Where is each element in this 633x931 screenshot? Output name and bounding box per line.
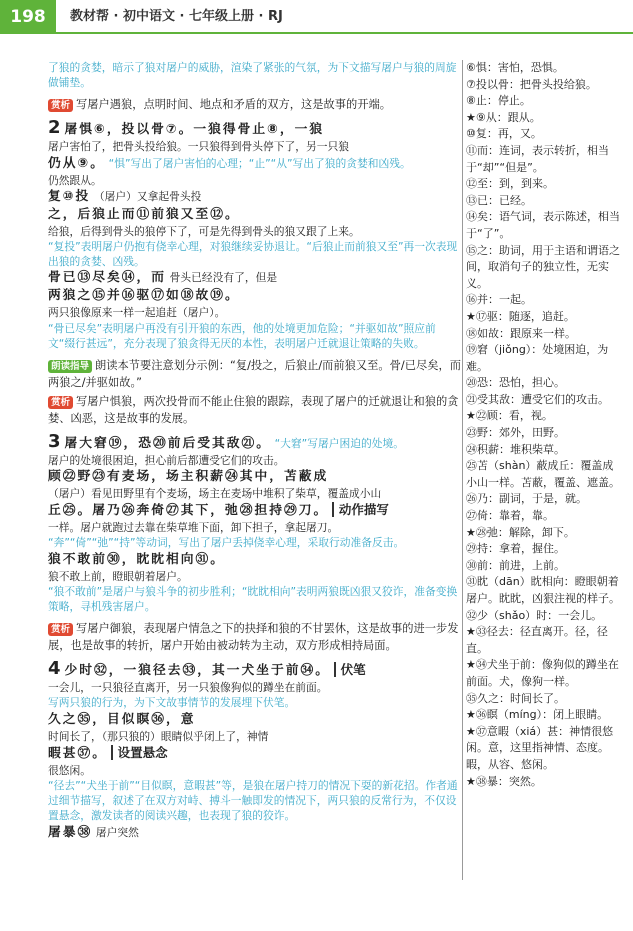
margin-note: “大窘”写屠户困迫的处境。: [274, 436, 404, 450]
glossary-item: ㉗倚：靠着，靠。: [466, 509, 554, 523]
glossary-item: ㉓野：郊外，田野。: [466, 426, 565, 440]
glossary-item: ㉔积薪：堆积柴草。: [466, 442, 565, 456]
margin-note: “惧”写出了屠户害怕的心理；“止”“从”写出了狼的贪婪和凶残。: [108, 156, 411, 170]
analysis-3: [48, 620, 462, 654]
page-header: [0, 0, 633, 34]
glossary-item: ⑭矣：语气词，表示陈述，相当于“了”。: [466, 210, 620, 240]
original-line: 少时㉜，一狼径去㉝，其一犬坐于前㉞。: [64, 663, 331, 679]
glossary-item: ⑳恐：恐怕，担心。: [466, 376, 565, 390]
glossary-item: ⑫至：到，到来。: [466, 177, 554, 191]
original-line: 狼不敢前㉚，眈眈相向㉛。: [48, 551, 225, 567]
translation-line: 两只狼像原来一样一起追赶（屠户）。: [48, 306, 226, 320]
glossary-item: ★㊲意暇（xiá）甚：神情很悠闲。意，这里指神情、态度。暇，从容、悠闲。: [466, 724, 614, 771]
original-line: 久之㉟，目似瞑㊱，意: [48, 711, 196, 727]
glossary-item: ★㉘弛：解除，卸下。: [466, 525, 575, 539]
translation-line: 给狼，后得到骨头的狼停下了，可是先得到骨头的狼又跟了上来。: [48, 224, 360, 238]
note-label: 动作描写: [332, 502, 389, 517]
original-line: 屠大窘⑲，恐⑳前后受其敌㉑。: [64, 435, 272, 451]
book-title: 教材帮 · 初中语文 · 七年级上册 · RJ: [70, 9, 283, 24]
paragraph-number: 3: [48, 430, 61, 452]
glossary-column: [466, 60, 624, 790]
reading-text: 朗读本节要注意划分示例：“复/投之，后狼止/而前狼又至。骨/已尽矣，而两狼之/并驱如故。”: [48, 358, 461, 389]
glossary-item: ★⑰驱：随逐，追赶。: [466, 309, 575, 323]
translation-line: 很悠闲。: [48, 763, 92, 777]
analysis-text: 写屠户御狼，表现屠户情急之下的抉择和狼的不甘罢休，这是故事的进一步发展，也是故事的转折，屠户开始由被动转为主动，双方形成相持局面。: [48, 622, 459, 653]
paragraph-number: 4: [48, 658, 61, 680]
original-line: 两狼之⑮并⑯驱⑰如⑱故⑲。: [48, 288, 240, 304]
glossary-item: ★⑨从：跟从。: [466, 110, 541, 124]
analysis-text: 写屠户遇狼，点明时间、地点和矛盾的双方，这是故事的开端。: [76, 98, 392, 112]
glossary-item: ㉕苫（shàn）蔽成丘：覆盖成小山一样。苫蔽，覆盖、遮盖。: [466, 459, 620, 489]
original-line: 仍从⑨。: [48, 155, 106, 171]
margin-note: “骨已尽矣”表明屠户再没有引开狼的东西，他的处境更加危险；“并驱如故”照应前文“缀行甚远”，充分表现了狼贪得无厌的本性，表明屠户迁就退让策略的失败。: [48, 321, 436, 350]
glossary-item: ㉖乃：副词，于是，就。: [466, 492, 587, 506]
page-number: 198: [0, 0, 56, 34]
margin-note: “复投”表明屠户仍抱有侥幸心理，对狼继续妥协退让。“后狼止而前狼又至”再一次表现出狼的贪婪、凶残。: [48, 239, 458, 269]
original-line: 顾㉒野㉓有麦场，场主积薪㉔其中，苫蔽成: [48, 469, 329, 485]
glossary-item: ⑥惧：害怕，恐惧。: [466, 61, 564, 74]
analysis-1: [48, 96, 462, 113]
glossary-item: ⑯并：一起。: [466, 293, 532, 307]
glossary-item: ⑩复：再，又。: [466, 127, 542, 141]
glossary-item: ★㉒顾：看，视。: [466, 409, 553, 423]
analysis-tag: 赏析: [48, 99, 73, 112]
translation-line: 狼不敢上前，瞪眼朝着屠户。: [48, 569, 188, 583]
glossary-item: ㉟久之：时间长了。: [466, 691, 565, 705]
glossary-item: ★㊳暴：突然。: [466, 774, 542, 788]
reading-guide: [48, 357, 462, 391]
paragraph-4: [48, 660, 462, 841]
translation-line: 一会儿，一只狼径直离开，另一只狼像狗似的蹲坐在前面。: [48, 681, 328, 695]
glossary-item: ★㉝径去：径直离开。径，径直。: [466, 625, 608, 655]
glossary-item: ★㊱瞑（míng）：闭上眼睛。: [466, 708, 609, 722]
analysis-text: 写屠户惧狼，两次投骨而不能止住狼的跟踪，表现了屠户的迁就退让和狼的贪婪、凶恶，这是故事的发展。: [48, 394, 459, 425]
glossary-item: ⑮之：助词，用于主语和谓语之间，取消句子的独立性，无实义。: [466, 243, 620, 290]
original-line: 之，后狼止而⑪前狼又至⑫。: [48, 206, 240, 222]
glossary-item: ★㉞犬坐于前：像狗似的蹲坐在前面。犬，像狗一样。: [466, 658, 619, 688]
margin-note: “径去”“犬坐于前”“目似瞑，意暇甚”等，是狼在屠户持刀的情况下耍的新花招。作者通过细节描写，叙述了在双方对峙、搏斗一触即发的情况下，两只狼的反常行为，不仅设置悬念，激发读者的阅读兴趣，也表现了狼的狡诈。: [48, 778, 458, 823]
original-line: 骨已⑬尽矣⑭，而: [48, 270, 166, 286]
paragraph-2: [48, 119, 462, 351]
translation-line: 时间长了，（那只狼的）眼睛似乎闭上了，神情: [48, 729, 269, 743]
translation-line: 屠户突然: [95, 825, 139, 839]
note-label: 设置悬念: [111, 745, 168, 760]
glossary-item: ⑦投以骨：把骨头投给狼。: [466, 77, 597, 91]
glossary-item: ㉜少（shǎo）时：一会儿。: [466, 608, 603, 622]
translation-line: 屠户害怕了，把骨头投给狼。一只狼得到骨头停下了，另一只狼: [48, 140, 350, 154]
paragraph-number: 2: [48, 117, 61, 139]
column-divider: [462, 60, 463, 880]
glossary-item: ㉛眈（dān）眈相向：瞪眼朝着屠户。眈眈，凶狠注视的样子。: [466, 575, 620, 605]
margin-note: “奔”“倚”“弛”“持”等动词，写出了屠户丢掉侥幸心理，采取行动准备反击。: [48, 536, 405, 550]
translation-line: 一样。屠户就跑过去靠在柴草堆下面，卸下担子，拿起屠刀。: [48, 521, 339, 535]
translation-line: 仍然跟从。: [48, 173, 102, 187]
header-rule: [56, 32, 633, 34]
translation-line: 屠户的处境很困迫，担心前后都遭受它们的攻击。: [48, 453, 285, 467]
glossary-item: ㉙持：拿着，握住。: [466, 542, 565, 556]
translation-line: （屠户）又拿起骨头投: [93, 189, 202, 203]
analysis-tag: 赏析: [48, 623, 73, 636]
note-label: 伏笔: [334, 662, 366, 677]
original-line: 复⑩投: [48, 188, 91, 204]
original-line: 屠暴㊳: [48, 824, 93, 840]
original-line: 暇甚㊲。: [48, 745, 107, 761]
translation-line: 骨头已经没有了，但是: [169, 271, 278, 285]
paragraph-3: [48, 430, 462, 614]
translation-line: （屠户）看见田野里有个麦场，场主在麦场中堆积了柴草，覆盖成小山: [48, 487, 382, 501]
analysis-tag: 赏析: [48, 396, 73, 409]
margin-note: 写两只狼的行为，为下文故事情节的发展埋下伏笔。: [48, 696, 296, 710]
margin-note: “狼不敢前”是屠户与狼斗争的初步胜利；“眈眈相向”表明两狼既凶狠又狡诈，准备变换策略，寻机残害屠户。: [48, 584, 458, 613]
glossary-item: ⑧止：停止。: [466, 94, 531, 108]
glossary-item: ⑲窘（jiǒng）：处境困迫，为难。: [466, 343, 609, 373]
reading-tag: 朗读指导: [48, 360, 92, 373]
analysis-2: [48, 393, 462, 427]
main-column: [48, 60, 462, 842]
glossary-item: ㉚前：前进，上前。: [466, 558, 565, 572]
glossary-item: ⑱如故：跟原来一样。: [466, 326, 576, 340]
glossary-item: ㉑受其敌：遭受它们的攻击。: [466, 392, 609, 406]
glossary-item: ⑬已：已经。: [466, 193, 532, 207]
glossary-item: ⑪而：连词，表示转折，相当于“却”“但是”。: [466, 143, 609, 174]
original-line: 丘㉕。屠乃㉖奔倚㉗其下，弛㉘担持㉙刀。: [48, 503, 329, 519]
intro-note: 了狼的贪婪，暗示了狼对屠户的威胁，渲染了紧张的气氛，为下文描写屠户与狼的周旋做铺垫。: [48, 61, 457, 90]
original-line: 屠惧⑥，投以骨⑦。一狼得骨止⑧，一狼: [64, 122, 325, 138]
